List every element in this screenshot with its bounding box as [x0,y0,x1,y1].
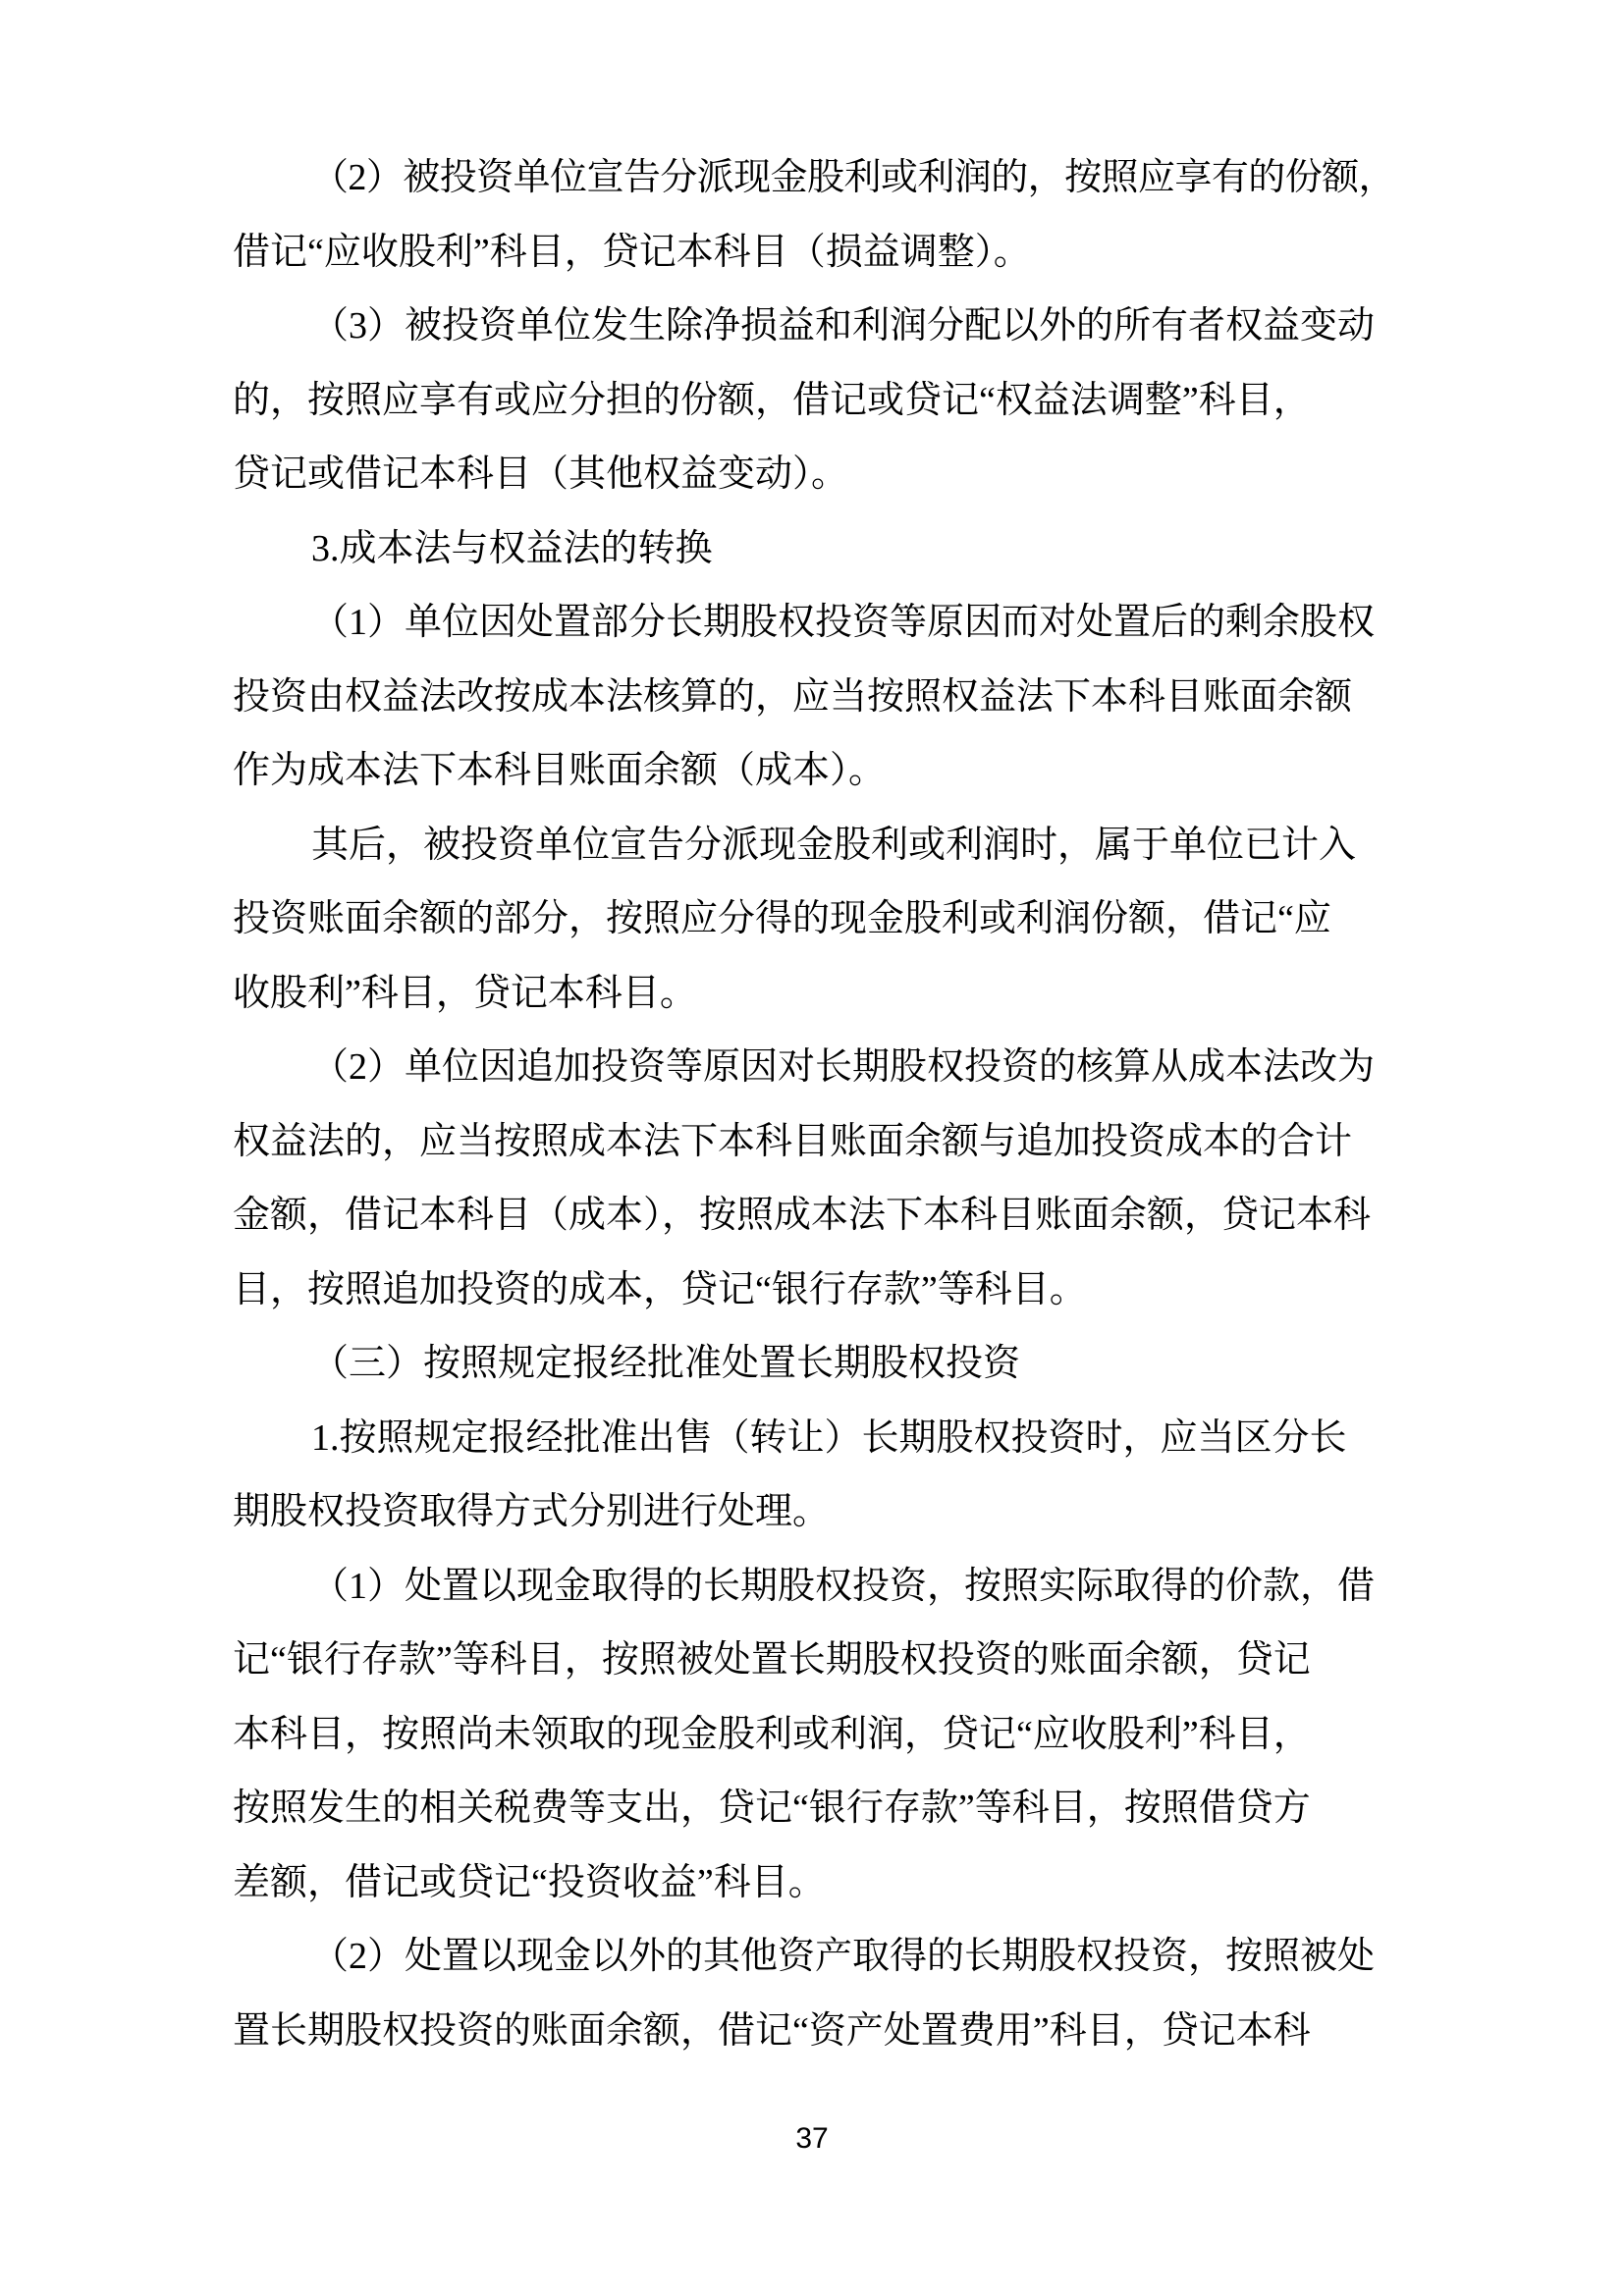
page-footer [0,2118,1624,2160]
text-line: 金额，借记本科目（成本），按照成本法下本科目账面余额，贷记本科 [233,1195,1372,1236]
text-line: 置长期股权投资的账面余额，借记“资产处置费用”科目，贷记本科 [233,2009,1311,2052]
text-line: （2）处置以现金以外的其他资产取得的长期股权投资，按照被处 [311,1936,1376,1977]
text-line: （1）处置以现金取得的长期股权投资，按照实际取得的价款，借 [311,1565,1376,1607]
text-line: 投资由权益法改按成本法核算的，应当按照权益法下本科目账面余额 [233,675,1353,718]
text-line: （2）单位因追加投资等原因对长期股权投资的核算从成本法改为 [311,1046,1376,1088]
text-line: 权益法的，应当按照成本法下本科目账面余额与追加投资成本的合计 [233,1120,1353,1162]
text-line: 按照发生的相关税费等支出，贷记“银行存款”等科目，按照借贷方 [233,1788,1311,1829]
text-line: 1.按照规定报经批准出售（转让）长期股权投资时，应当区分长 [311,1416,1347,1459]
text-line: 的，按照应享有或应分担的份额，借记或贷记“权益法调整”科目， [233,379,1311,421]
text-line: 3.成本法与权益法的转换 [311,527,713,569]
text-line: 记“银行存款”等科目，按照被处置长期股权投资的账面余额，贷记 [233,1639,1311,1681]
document-body [233,141,1395,2068]
text-line: （三）按照规定报经批准处置长期股权投资 [311,1343,1021,1384]
text-line: 投资账面余额的部分，按照应分得的现金股利或利润份额，借记“应 [233,898,1331,939]
text-line: 差额，借记或贷记“投资收益”科目。 [233,1861,826,1903]
page-number: 37 [795,2122,829,2155]
text-line: （2）被投资单位宣告分派现金股利或利润的，按照应享有的份额， [311,157,1395,198]
text-line: 期股权投资取得方式分别进行处理。 [233,1491,831,1532]
text-line: 目，按照追加投资的成本，贷记“银行存款”等科目。 [233,1268,1087,1310]
text-line: （1）单位因处置部分长期股权投资等原因而对处置后的剩余股权 [311,602,1376,643]
text-line: 收股利”科目，贷记本科目。 [233,972,697,1014]
text-line: 其后，被投资单位宣告分派现金股利或利润时，属于单位已计入 [311,824,1357,866]
text-line: 贷记或借记本科目（其他权益变动）。 [233,454,849,495]
text-line: 本科目，按照尚未领取的现金股利或利润，贷记“应收股利”科目， [233,1713,1311,1755]
text-line: （3）被投资单位发生除净损益和利润分配以外的所有者权益变动 [311,305,1376,347]
text-line: 借记“应收股利”科目，贷记本科目（损益调整）。 [233,231,1031,273]
text-line: 作为成本法下本科目账面余额（成本）。 [233,750,887,791]
